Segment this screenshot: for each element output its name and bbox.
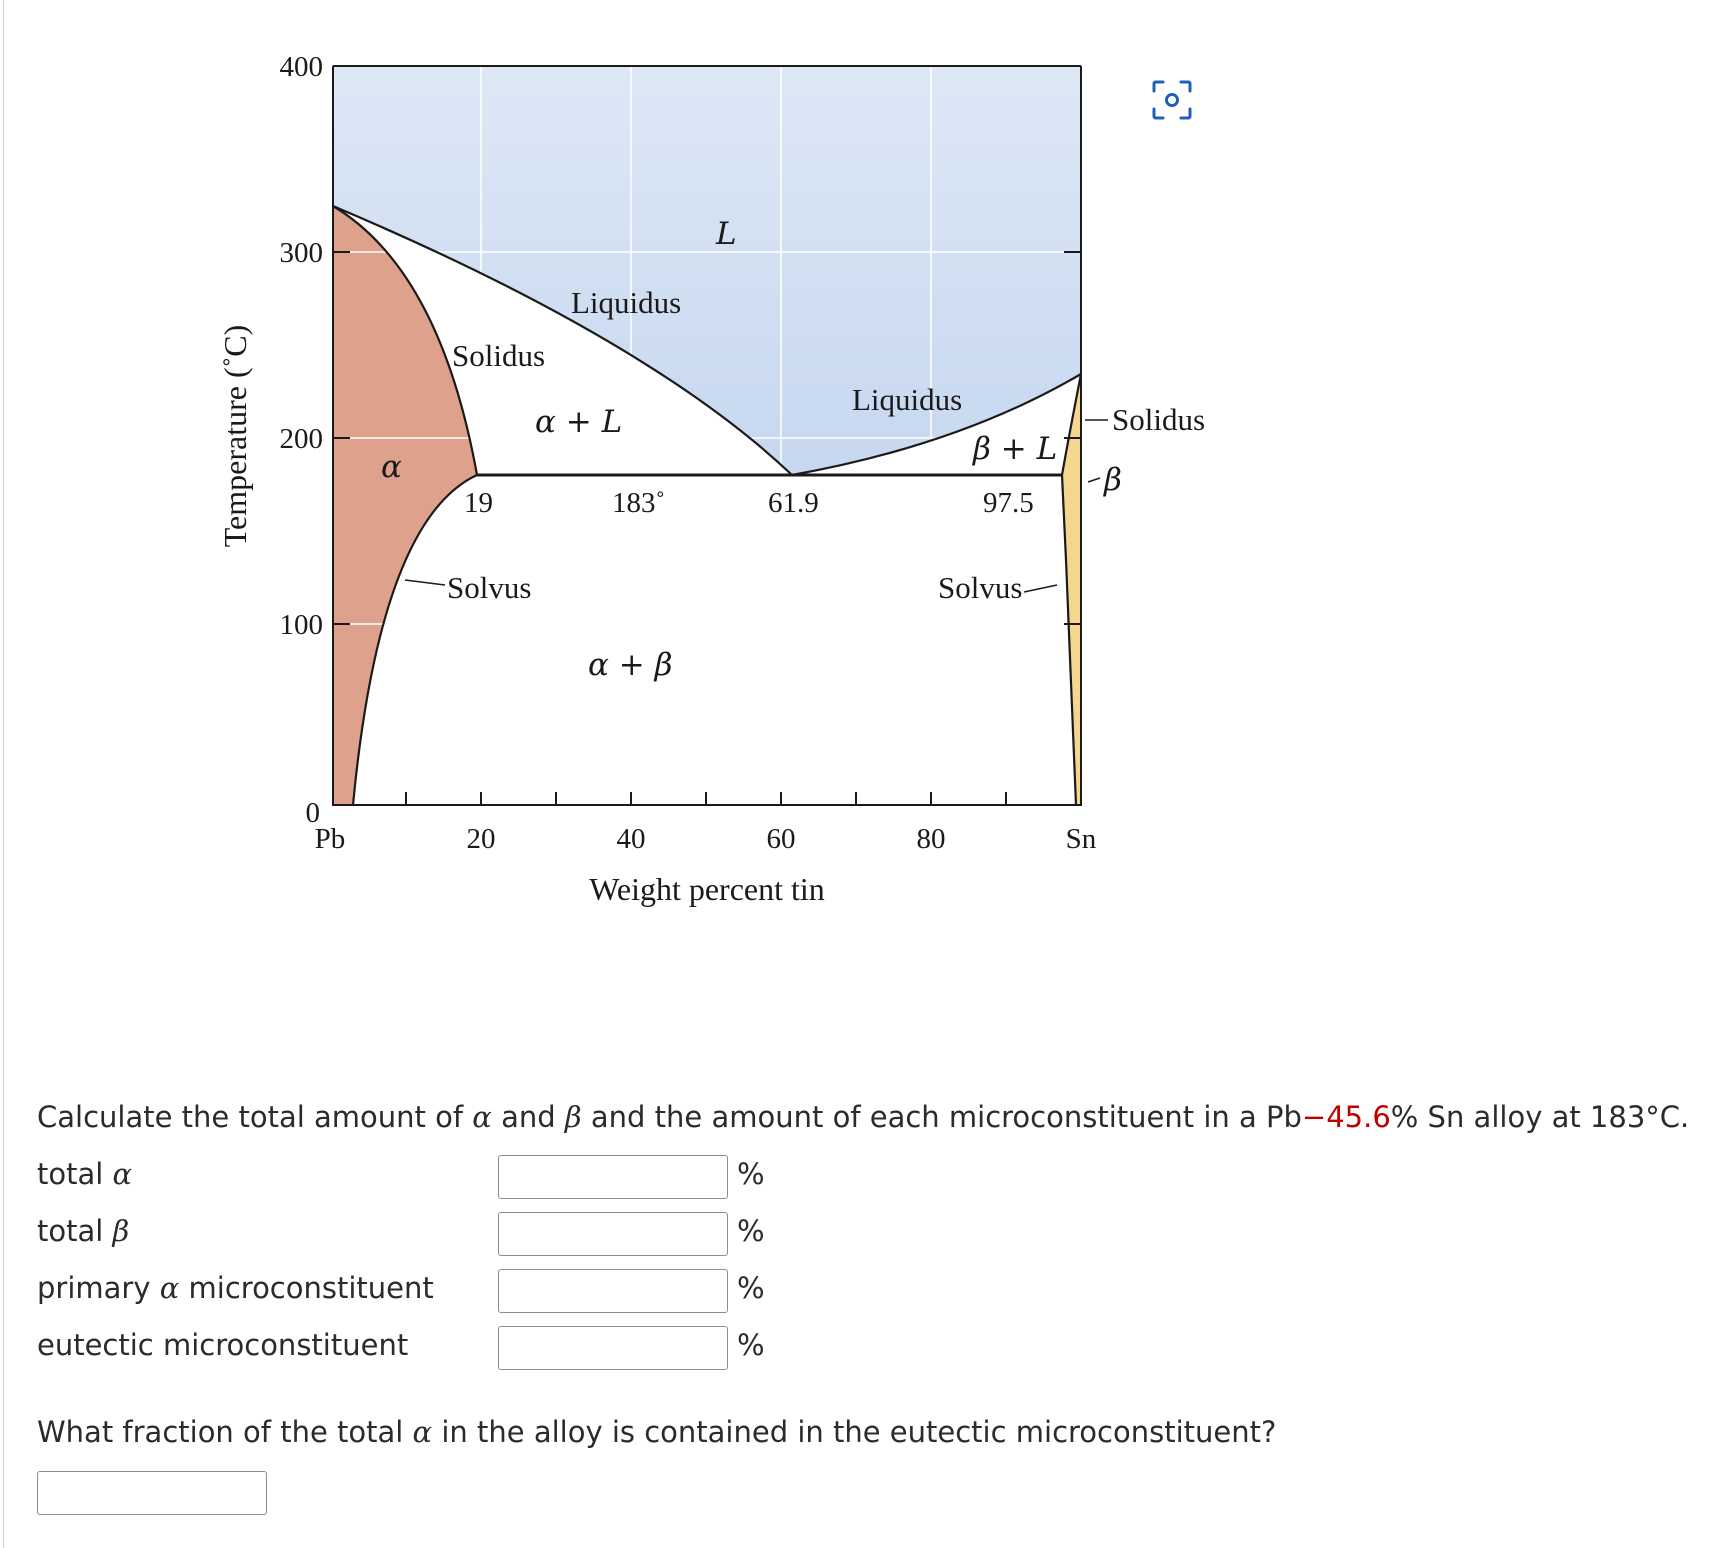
x-tick-60: 60 [766, 823, 796, 855]
y-tick-300: 300 [279, 237, 323, 269]
region-alpha-label: α [381, 449, 402, 485]
question-alpha-symbol: α [472, 1100, 492, 1134]
eutectic-microconstituent-unit: % [737, 1328, 765, 1362]
primary-alpha-unit: % [737, 1271, 765, 1305]
alpha-region [333, 206, 477, 805]
y-tick-400: 400 [279, 51, 323, 83]
total-beta-unit: % [737, 1214, 765, 1248]
eutectic-beta-limit-label: 97.5 [983, 487, 1034, 519]
x-tick-pb: Pb [314, 823, 346, 855]
liquidus-left-label: Liquidus [571, 285, 682, 320]
eutectic-microconstituent-label: eutectic microconstituent [37, 1328, 409, 1362]
primary-alpha-label: primary α microconstituent [37, 1271, 434, 1305]
fraction-question-text: What fraction of the total α in the alloy is contained in the eutectic microconstituent? [37, 1415, 1277, 1449]
total-alpha-input[interactable] [498, 1155, 728, 1199]
total-beta-input[interactable] [498, 1212, 728, 1256]
solidus-left-label: Solidus [452, 338, 546, 373]
region-beta-plus-liquid-label: β + L [973, 431, 1058, 467]
y-tick-200: 200 [279, 423, 323, 455]
alloy-composition-value: 45.6 [1326, 1100, 1391, 1134]
question-mid: and the amount of each microconstituent in a Pb [581, 1100, 1302, 1134]
question-text [37, 1100, 1689, 1134]
y-tick-100: 100 [279, 609, 323, 641]
x-axis-title: Weight percent tin [589, 871, 825, 907]
primary-alpha-input[interactable] [498, 1269, 728, 1313]
liquidus-right-label: Liquidus [852, 382, 963, 417]
region-liquid-label: L [716, 216, 737, 252]
question-and: and [491, 1100, 565, 1134]
eutectic-temperature-label: 183˚ [612, 487, 666, 519]
total-beta-label: total β [37, 1214, 130, 1248]
region-alpha-plus-liquid-label: α + L [535, 404, 623, 440]
solvus-right-label: Solvus [938, 570, 1023, 605]
eutectic-composition-label: 61.9 [768, 487, 819, 519]
region-beta-label: β [1104, 462, 1122, 498]
x-tick-80: 80 [916, 823, 946, 855]
x-tick-20: 20 [466, 823, 496, 855]
eutectic-alpha-limit-label: 19 [464, 487, 493, 519]
fraction-answer-input[interactable] [37, 1471, 267, 1515]
solvus-left-label: Solvus [447, 570, 532, 605]
eutectic-microconstituent-input[interactable] [498, 1326, 728, 1370]
solidus-right-label: Solidus [1112, 402, 1206, 437]
question-post: % Sn alloy at 183°C. [1390, 1100, 1690, 1134]
region-alpha-plus-beta-label: α + β [588, 647, 673, 683]
total-alpha-unit: % [737, 1157, 765, 1191]
y-tick-0: 0 [305, 797, 320, 829]
y-axis-title: Temperature (˚C) [217, 324, 253, 548]
question-pre: Calculate the total amount of [37, 1100, 473, 1134]
camera-focus-icon[interactable] [1151, 79, 1193, 121]
x-tick-40: 40 [616, 823, 646, 855]
question-dash: − [1301, 1100, 1327, 1134]
x-tick-sn: Sn [1065, 823, 1097, 855]
total-alpha-label: total α [37, 1157, 133, 1191]
question-beta-symbol: β [564, 1100, 582, 1134]
